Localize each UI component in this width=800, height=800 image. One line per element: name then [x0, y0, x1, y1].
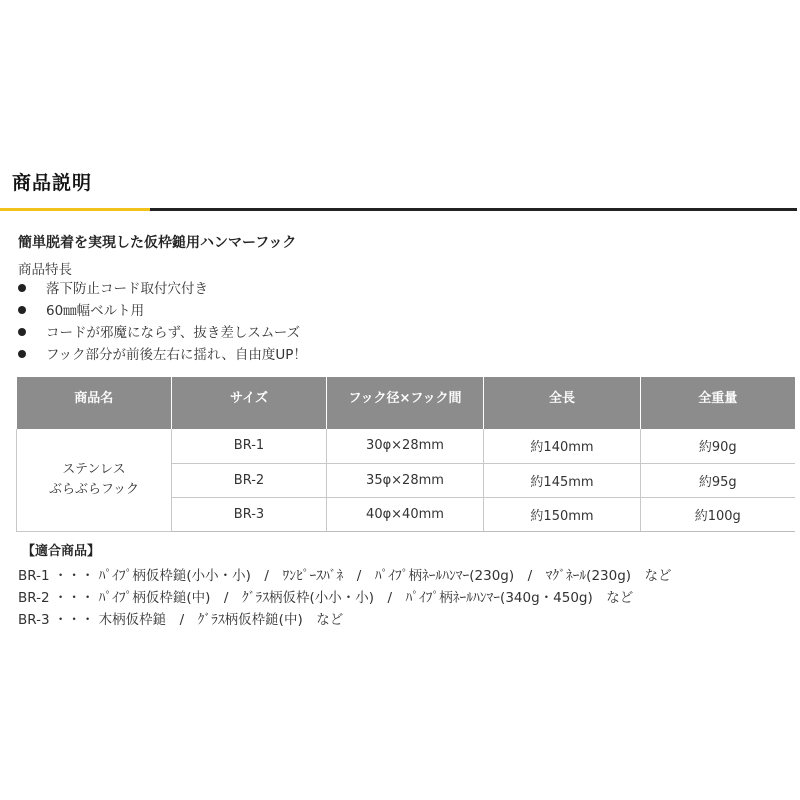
feature-item — [18, 322, 307, 344]
header-size: サイズ — [172, 377, 327, 429]
size-cell: BR-3 — [172, 497, 327, 531]
feature-text: 60㎜幅ベルト用 — [46, 303, 145, 319]
product-name-line2: ぶらぶらフック — [48, 481, 140, 497]
header-hook-dimensions: フック径×フック間 — [327, 377, 484, 429]
product-headline: 簡単脱着を実現した仮枠鎚用ハンマーフック — [18, 235, 297, 251]
weight-cell: 約90g — [641, 429, 795, 463]
length-cell: 約150mm — [484, 497, 641, 531]
hook-cell: 35φ×28mm — [327, 463, 484, 497]
feature-item — [18, 300, 307, 322]
header-total-length: 全長 — [484, 377, 641, 429]
feature-text: 落下防止コード取付穴付き — [46, 281, 208, 297]
weight-cell: 約95g — [641, 463, 795, 497]
section-title: 商品説明 — [12, 172, 93, 194]
hook-cell: 30φ×28mm — [327, 429, 484, 463]
table-header-row — [17, 377, 795, 429]
header-total-weight: 全重量 — [641, 377, 795, 429]
weight-cell: 約100g — [641, 497, 795, 531]
feature-text: コードが邪魔にならず、抜き差しスムーズ — [46, 325, 301, 341]
spec-table — [16, 377, 795, 532]
size-cell: BR-1 — [172, 429, 327, 463]
length-cell: 約145mm — [484, 463, 641, 497]
title-underline — [150, 208, 797, 211]
product-name-line1: ステンレス — [62, 461, 126, 477]
compatible-line-br2: BR-2 ・・・ ﾊﾟｲﾌﾟ柄仮枠鎚(中) / ｸﾞﾗｽ柄仮枠(小小・小) / ﾊﾟｲﾌﾟ柄ﾈｰﾙﾊﾝﾏｰ(340g・450g) など — [18, 590, 634, 606]
feature-text: フック部分が前後左右に揺れ、自由度UP！ — [46, 347, 307, 363]
bullet-icon — [18, 350, 26, 358]
size-cell: BR-2 — [172, 463, 327, 497]
hook-cell: 40φ×40mm — [327, 497, 484, 531]
bullet-icon — [18, 306, 26, 314]
length-cell: 約140mm — [484, 429, 641, 463]
compatible-line-br3: BR-3 ・・・ 木柄仮枠鎚 / ｸﾞﾗｽ柄仮枠鎚(中) など — [18, 612, 344, 628]
compatible-title: 【適合商品】 — [22, 544, 101, 559]
feature-item — [18, 344, 307, 366]
title-underline-accent — [0, 208, 150, 211]
feature-list — [18, 278, 307, 366]
compatible-line-br1: BR-1 ・・・ ﾊﾟｲﾌﾟ柄仮枠鎚(小小・小) / ﾜﾝﾋﾟｰｽﾊﾞﾈ / ﾊﾟｲﾌﾟ柄ﾈｰﾙﾊﾝﾏｰ(230g) / ﾏｸﾞﾈｰﾙ(230g) など — [18, 568, 672, 584]
product-name-cell — [17, 429, 172, 531]
bullet-icon — [18, 284, 26, 292]
feature-item — [18, 278, 307, 300]
table-row — [17, 429, 795, 463]
header-product-name: 商品名 — [17, 377, 172, 429]
features-label: 商品特長 — [18, 262, 72, 278]
bullet-icon — [18, 328, 26, 336]
